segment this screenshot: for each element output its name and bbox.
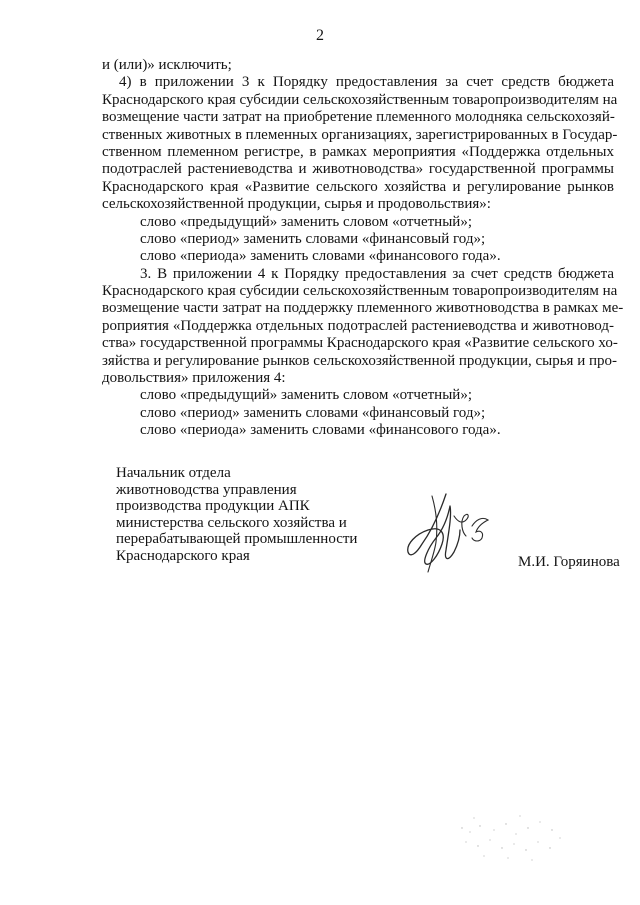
paragraph-line: подотраслей растениеводства и животноводства» государственной программы xyxy=(102,161,614,178)
signatory-line: перерабатывающей промышленности xyxy=(116,531,358,547)
paragraph-line: возмещение части затрат на приобретение племенного молодняка сельскохозяй- xyxy=(102,109,615,126)
scan-noise-marks xyxy=(450,808,570,868)
paragraph-line: ственном племенном регистре, в рамках мероприятия «Поддержка отдельных xyxy=(102,143,614,160)
list-item: слово «периода» заменить словами «финансового года». xyxy=(140,422,501,439)
list-item: слово «период» заменить словами «финансовый год»; xyxy=(140,404,486,421)
paragraph-line: зяйства и регулирование рынков сельскохозяйственной продукции, сырья и про- xyxy=(102,352,618,369)
list-item: слово «предыдущий» заменить словом «отчетный»; xyxy=(140,387,472,404)
signer-name: М.И. Горяинова xyxy=(518,554,620,570)
paragraph-line: довольствия» приложения 4: xyxy=(102,370,286,387)
signatory-line: Краснодарского края xyxy=(116,547,250,564)
list-item: слово «предыдущий» заменить словом «отчетный»; xyxy=(140,213,472,230)
page-number: 2 xyxy=(316,27,324,44)
paragraph-line: Краснодарского края субсидии сельскохозяйственным товаропроизводителям на xyxy=(102,91,618,108)
paragraph-line: ственных животных в племенных организациях, зарегистрированных в Государ- xyxy=(102,126,618,143)
paragraph-line: Краснодарского края «Развитие сельского хозяйства и регулирование рынков xyxy=(102,178,614,195)
signatory-line: животноводства управления xyxy=(116,481,297,498)
signatory-line: министерства сельского хозяйства и xyxy=(116,514,347,531)
paragraph-line: и (или)» исключить; xyxy=(102,57,232,73)
paragraph-line: 4) в приложении 3 к Порядку предоставления за счет средств бюджета xyxy=(119,74,614,91)
paragraph-line: возмещение части затрат на поддержку племенного животноводства в рамках ме- xyxy=(102,300,624,317)
list-item: слово «периода» заменить словами «финансового года». xyxy=(140,248,501,265)
paragraph-line: сельскохозяйственной продукции, сырья и продовольствия»: xyxy=(102,196,491,213)
signatory-line: производства продукции АПК xyxy=(116,498,310,514)
handwritten-signature xyxy=(402,486,498,578)
document-body xyxy=(102,57,624,440)
paragraph-line: ства» государственной программы Краснодарского края «Развитие сельского хо- xyxy=(102,335,618,352)
signatory-line: Начальник отдела xyxy=(116,465,231,481)
paragraph-line: 3. В приложении 4 к Порядку предоставления за счет средств бюджета xyxy=(140,265,614,282)
signatory-position xyxy=(116,465,416,564)
list-item: слово «период» заменить словами «финансовый год»; xyxy=(140,230,486,247)
paragraph-line: Краснодарского края субсидии сельскохозяйственным товаропроизводителям на xyxy=(102,283,618,300)
paragraph-line: роприятия «Поддержка отдельных подотраслей растениеводства и животновод- xyxy=(102,317,614,334)
